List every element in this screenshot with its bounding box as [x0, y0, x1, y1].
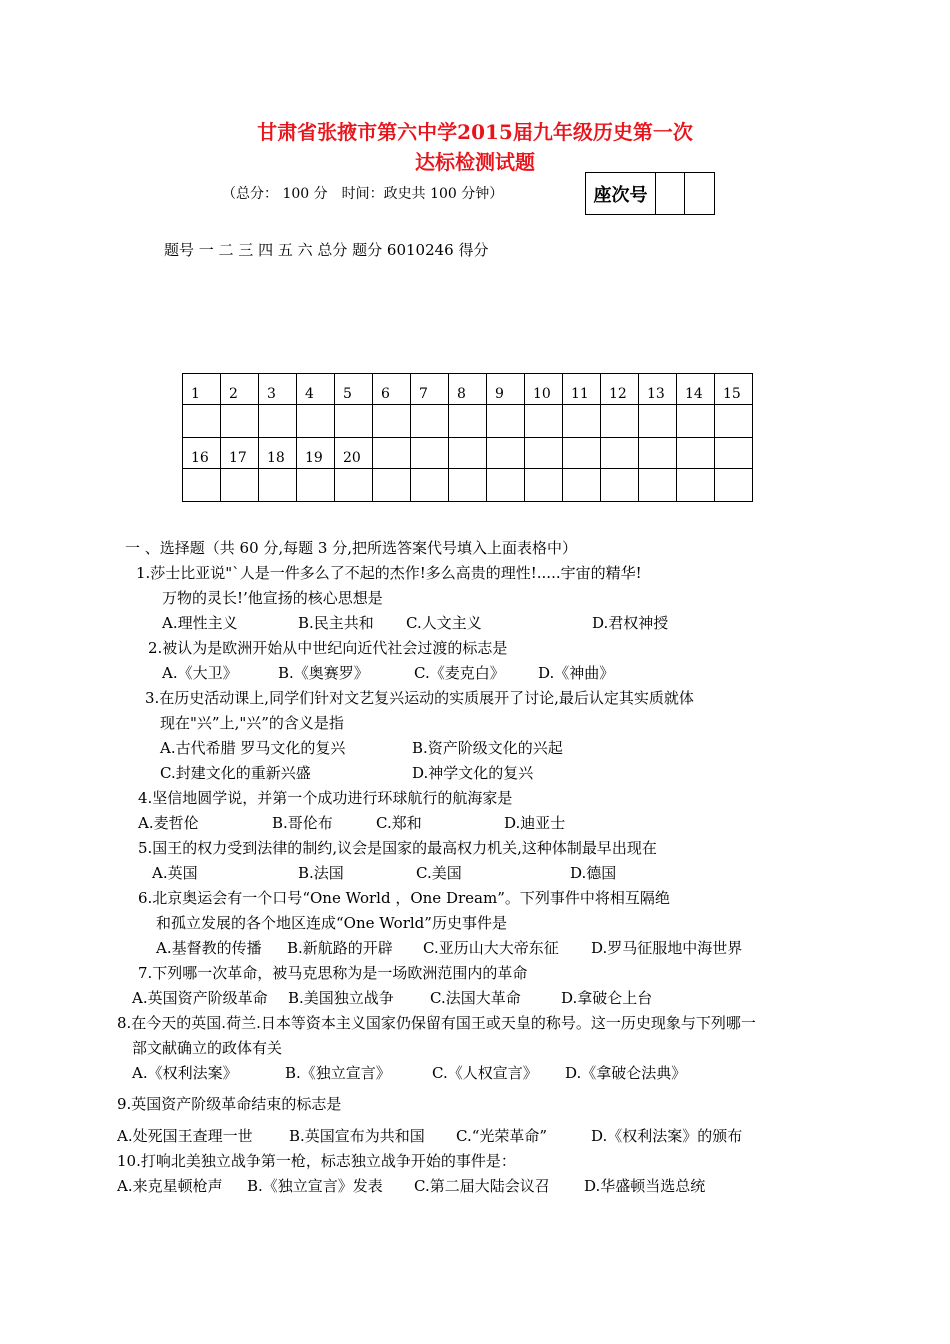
answer-cell[interactable] [183, 469, 221, 502]
cell-num: 19 [297, 438, 335, 469]
answer-cell[interactable] [487, 405, 525, 438]
q9-option-b: B.英国宣布为共和国 [289, 1127, 425, 1145]
q2-option-a: A.《大卫》 [162, 664, 238, 682]
q8-option-a: A.《权利法案》 [132, 1064, 238, 1082]
answer-cell[interactable] [715, 469, 753, 502]
cell-num: 17 [221, 438, 259, 469]
q7-option-a: A.英国资产阶级革命 [132, 989, 268, 1007]
question-8-stem: 8.在今天的英国.荷兰.日本等资本主义国家仍保留有国王或天皇的称号。这一历史现象与下列哪一 [117, 1014, 756, 1032]
cell-num [639, 438, 677, 469]
answer-cell[interactable] [639, 469, 677, 502]
cell-num [715, 438, 753, 469]
question-7-stem: 7.下列哪一次革命，被马克思称为是一场欧洲范围内的革命 [138, 964, 528, 982]
cell-num: 2 [221, 374, 259, 405]
q3-option-d: D.神学文化的复兴 [412, 764, 534, 782]
q6-option-d: D.罗马征服地中海世界 [591, 939, 743, 957]
q4-option-d: D.迪亚士 [504, 814, 566, 832]
answer-cell[interactable] [411, 405, 449, 438]
score-line: 题号 一 二 三 四 五 六 总分 题分 6010246 得分 [164, 241, 489, 259]
question-1-stem: 1.莎士比亚说"`人是一件多么了不起的杰作!多么高贵的理性!.....宇宙的精华! [136, 564, 642, 582]
q4-option-a: A.麦哲伦 [138, 814, 199, 832]
q9-option-a: A.处死国王查理一世 [117, 1127, 253, 1145]
cell-num [449, 438, 487, 469]
q5-option-c: C.美国 [416, 864, 462, 882]
answer-row-blank-2 [183, 469, 753, 502]
cell-num [563, 438, 601, 469]
q1-option-a: A.理性主义 [162, 614, 238, 632]
question-6-stem-cont: 和孤立发展的各个地区连成“One World”历史事件是 [156, 914, 507, 932]
cell-num: 16 [183, 438, 221, 469]
answer-cell[interactable] [525, 469, 563, 502]
cell-num: 8 [449, 374, 487, 405]
cell-num: 1 [183, 374, 221, 405]
q6-option-b: B.新航路的开辟 [287, 939, 393, 957]
q5-option-d: D.德国 [570, 864, 617, 882]
q2-option-b: B.《奥赛罗》 [278, 664, 369, 682]
seat-number-box [585, 172, 715, 215]
cell-num [487, 438, 525, 469]
question-8-stem-cont: 部文献确立的政体有关 [132, 1039, 283, 1057]
cell-num: 7 [411, 374, 449, 405]
question-5-stem: 5.国王的权力受到法律的制约,议会是国家的最高权力机关,这种体制最早出现在 [138, 839, 657, 857]
q5-option-a: A.英国 [152, 864, 198, 882]
answer-cell[interactable] [449, 469, 487, 502]
question-10-stem: 10.打响北美独立战争第一枪，标志独立战争开始的事件是： [117, 1152, 516, 1170]
question-9-stem: 9.英国资产阶级革命结束的标志是 [117, 1095, 342, 1113]
q9-option-d: D.《权利法案》的颁布 [591, 1127, 743, 1145]
title-line-2: 达标检测试题 [415, 150, 535, 174]
answer-cell[interactable] [411, 469, 449, 502]
cell-num: 14 [677, 374, 715, 405]
answer-cell[interactable] [677, 405, 715, 438]
answer-row-blank-1 [183, 405, 753, 438]
answer-cell[interactable] [525, 405, 563, 438]
answer-cell[interactable] [297, 469, 335, 502]
title-line-1: 甘肃省张掖市第六中学2015届九年级历史第一次 [257, 120, 693, 144]
answer-cell[interactable] [677, 469, 715, 502]
q6-option-a: A.基督教的传播 [156, 939, 262, 957]
cell-num: 10 [525, 374, 563, 405]
q7-option-c: C.法国大革命 [430, 989, 521, 1007]
q9-option-c: C.“光荣革命” [456, 1127, 548, 1145]
cell-num: 5 [335, 374, 373, 405]
q4-option-c: C.郑和 [376, 814, 422, 832]
answer-cell[interactable] [563, 405, 601, 438]
answer-cell[interactable] [221, 469, 259, 502]
q1-option-d: D.君权神授 [592, 614, 669, 632]
seat-cell-1 [656, 173, 686, 214]
answer-cell[interactable] [639, 405, 677, 438]
exam-info: （总分： 100 分 时间：政史共 100 分钟） [222, 186, 504, 202]
answer-cell[interactable] [259, 405, 297, 438]
answer-cell[interactable] [601, 469, 639, 502]
question-3-stem: 3.在历史活动课上,同学们针对文艺复兴运动的实质展开了讨论,最后认定其实质就体 [145, 689, 694, 707]
answer-grid [182, 373, 753, 502]
q2-option-d: D.《神曲》 [538, 664, 615, 682]
answer-cell[interactable] [259, 469, 297, 502]
answer-cell[interactable] [221, 405, 259, 438]
cell-num: 12 [601, 374, 639, 405]
answer-cell[interactable] [335, 469, 373, 502]
q1-option-c: C.人文主义 [406, 614, 482, 632]
answer-cell[interactable] [183, 405, 221, 438]
cell-num: 18 [259, 438, 297, 469]
question-4-stem: 4.坚信地圆学说，并第一个成功进行环球航行的航海家是 [138, 789, 513, 807]
q6-option-c: C.亚历山大大帝东征 [423, 939, 559, 957]
section-heading: 一 、选择题（共 60 分,每题 3 分,把所选答案代号填入上面表格中） [125, 539, 578, 557]
q3-option-a: A.古代希腊 罗马文化的复兴 [160, 739, 346, 757]
cell-num: 11 [563, 374, 601, 405]
cell-num: 13 [639, 374, 677, 405]
q3-option-b: B.资产阶级文化的兴起 [412, 739, 563, 757]
answer-cell[interactable] [297, 405, 335, 438]
cell-num [373, 438, 411, 469]
q10-option-a: A.来克星顿枪声 [117, 1177, 223, 1195]
answer-cell[interactable] [373, 405, 411, 438]
answer-cell[interactable] [601, 405, 639, 438]
answer-cell[interactable] [563, 469, 601, 502]
cell-num [411, 438, 449, 469]
answer-cell[interactable] [715, 405, 753, 438]
cell-num: 3 [259, 374, 297, 405]
answer-cell[interactable] [335, 405, 373, 438]
q5-option-b: B.法国 [298, 864, 344, 882]
cell-num: 6 [373, 374, 411, 405]
q8-option-b: B.《独立宣言》 [285, 1064, 391, 1082]
q3-option-c: C.封建文化的重新兴盛 [160, 764, 311, 782]
q10-option-b: B.《独立宣言》发表 [247, 1177, 383, 1195]
q10-option-c: C.第二届大陆会议召 [414, 1177, 550, 1195]
q7-option-d: D.拿破仑上台 [561, 989, 653, 1007]
question-1-stem-cont: 万物的灵长!’他宣扬的核心思想是 [162, 589, 383, 607]
question-3-stem-cont: 现在"兴”上,"兴”的含义是指 [160, 714, 344, 732]
seat-label: 座次号 [586, 173, 656, 214]
question-6-stem: 6.北京奥运会有一个口号“One World ，One Dream”。下列事件中将相互隔绝 [138, 889, 670, 907]
cell-num [677, 438, 715, 469]
answer-cell[interactable] [487, 469, 525, 502]
cell-num [525, 438, 563, 469]
seat-cell-2 [685, 173, 714, 214]
answer-row-numbers-1 [183, 374, 753, 405]
q4-option-b: B.哥伦布 [272, 814, 333, 832]
cell-num [601, 438, 639, 469]
answer-cell[interactable] [449, 405, 487, 438]
q7-option-b: B.美国独立战争 [288, 989, 394, 1007]
question-2-stem: 2.被认为是欧洲开始从中世纪向近代社会过渡的标志是 [148, 639, 508, 657]
cell-num: 4 [297, 374, 335, 405]
answer-cell[interactable] [373, 469, 411, 502]
cell-num: 15 [715, 374, 753, 405]
cell-num: 9 [487, 374, 525, 405]
q8-option-d: D.《拿破仑法典》 [565, 1064, 687, 1082]
answer-row-numbers-2 [183, 438, 753, 469]
q1-option-b: B.民主共和 [298, 614, 374, 632]
q10-option-d: D.华盛顿当选总统 [584, 1177, 706, 1195]
q8-option-c: C.《人权宣言》 [432, 1064, 538, 1082]
cell-num: 20 [335, 438, 373, 469]
q2-option-c: C.《麦克白》 [414, 664, 505, 682]
